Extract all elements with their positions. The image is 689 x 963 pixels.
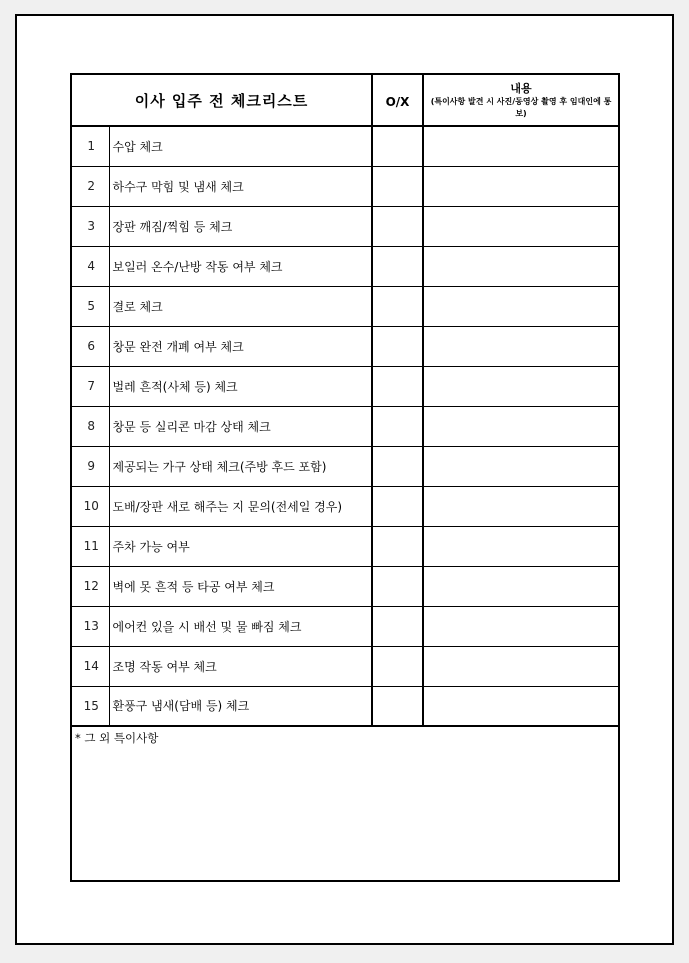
row-number: 13: [71, 606, 109, 646]
row-item-text: 장판 깨짐/찍힘 등 체크: [109, 206, 372, 246]
checklist-row: [71, 646, 619, 686]
row-ox-cell[interactable]: [372, 686, 423, 726]
checklist-row: [71, 406, 619, 446]
row-ox-cell[interactable]: [372, 406, 423, 446]
row-ox-cell[interactable]: [372, 366, 423, 406]
checklist-row: [71, 126, 619, 166]
row-ox-cell[interactable]: [372, 486, 423, 526]
content-column-header: 내용: [510, 81, 532, 95]
row-ox-cell[interactable]: [372, 166, 423, 206]
row-number: 3: [71, 206, 109, 246]
row-number: 2: [71, 166, 109, 206]
notes-cell[interactable]: [71, 726, 619, 881]
row-content-cell[interactable]: [423, 126, 619, 166]
checklist-row: [71, 366, 619, 406]
row-item-text: 환풍구 냄새(담배 등) 체크: [109, 686, 372, 726]
notes-row: [71, 726, 619, 881]
row-ox-cell[interactable]: [372, 526, 423, 566]
row-content-cell[interactable]: [423, 366, 619, 406]
header-row: [71, 74, 619, 126]
checklist-row: [71, 526, 619, 566]
ox-column-header: O/X: [385, 94, 410, 109]
row-item-text: 조명 작동 여부 체크: [109, 646, 372, 686]
row-ox-cell[interactable]: [372, 126, 423, 166]
row-content-cell[interactable]: [423, 566, 619, 606]
row-content-cell[interactable]: [423, 326, 619, 366]
row-item-text: 하수구 막힘 및 냄새 체크: [109, 166, 372, 206]
row-item-text: 에어컨 있을 시 배선 및 물 빠짐 체크: [109, 606, 372, 646]
row-number: 4: [71, 246, 109, 286]
row-number: 10: [71, 486, 109, 526]
row-number: 5: [71, 286, 109, 326]
row-number: 15: [71, 686, 109, 726]
row-number: 8: [71, 406, 109, 446]
row-ox-cell[interactable]: [372, 566, 423, 606]
row-content-cell[interactable]: [423, 486, 619, 526]
checklist-row: [71, 566, 619, 606]
row-content-cell[interactable]: [423, 206, 619, 246]
row-number: 1: [71, 126, 109, 166]
checklist-row: [71, 486, 619, 526]
row-content-cell[interactable]: [423, 526, 619, 566]
row-number: 6: [71, 326, 109, 366]
row-content-cell[interactable]: [423, 286, 619, 326]
row-ox-cell[interactable]: [372, 326, 423, 366]
checklist-row: [71, 686, 619, 726]
checklist-title: 이사 입주 전 체크리스트: [134, 91, 309, 110]
title-cell: [71, 74, 372, 126]
row-ox-cell[interactable]: [372, 606, 423, 646]
row-item-text: 결로 체크: [109, 286, 372, 326]
checklist-table: [70, 73, 620, 882]
row-item-text: 창문 완전 개폐 여부 체크: [109, 326, 372, 366]
checklist-row: [71, 446, 619, 486]
row-item-text: 창문 등 실리콘 마감 상태 체크: [109, 406, 372, 446]
row-content-cell[interactable]: [423, 406, 619, 446]
row-ox-cell[interactable]: [372, 646, 423, 686]
row-item-text: 보일러 온수/난방 작동 여부 체크: [109, 246, 372, 286]
row-content-cell[interactable]: [423, 606, 619, 646]
ox-header-cell: [372, 74, 423, 126]
content-column-note: (특이사항 발견 시 사진/동영상 촬영 후 임대인에 통보): [430, 96, 612, 118]
row-number: 7: [71, 366, 109, 406]
checklist-row: [71, 246, 619, 286]
row-number: 12: [71, 566, 109, 606]
row-item-text: 도배/장판 새로 해주는 지 문의(전세일 경우): [109, 486, 372, 526]
row-number: 11: [71, 526, 109, 566]
row-item-text: 주차 가능 여부: [109, 526, 372, 566]
checklist-row: [71, 166, 619, 206]
row-item-text: 벌레 흔적(사체 등) 체크: [109, 366, 372, 406]
row-content-cell[interactable]: [423, 246, 619, 286]
checklist-row: [71, 206, 619, 246]
row-ox-cell[interactable]: [372, 206, 423, 246]
checklist-row: [71, 286, 619, 326]
row-content-cell[interactable]: [423, 686, 619, 726]
row-ox-cell[interactable]: [372, 446, 423, 486]
row-content-cell[interactable]: [423, 166, 619, 206]
notes-label: * 그 외 특이사항: [75, 731, 159, 745]
row-item-text: 벽에 못 흔적 등 타공 여부 체크: [109, 566, 372, 606]
row-item-text: 제공되는 가구 상태 체크(주방 후드 포함): [109, 446, 372, 486]
checklist-row: [71, 606, 619, 646]
row-ox-cell[interactable]: [372, 246, 423, 286]
row-number: 14: [71, 646, 109, 686]
row-content-cell[interactable]: [423, 446, 619, 486]
content-header-cell: [423, 74, 619, 126]
row-item-text: 수압 체크: [109, 126, 372, 166]
row-content-cell[interactable]: [423, 646, 619, 686]
checklist-row: [71, 326, 619, 366]
row-number: 9: [71, 446, 109, 486]
row-ox-cell[interactable]: [372, 286, 423, 326]
